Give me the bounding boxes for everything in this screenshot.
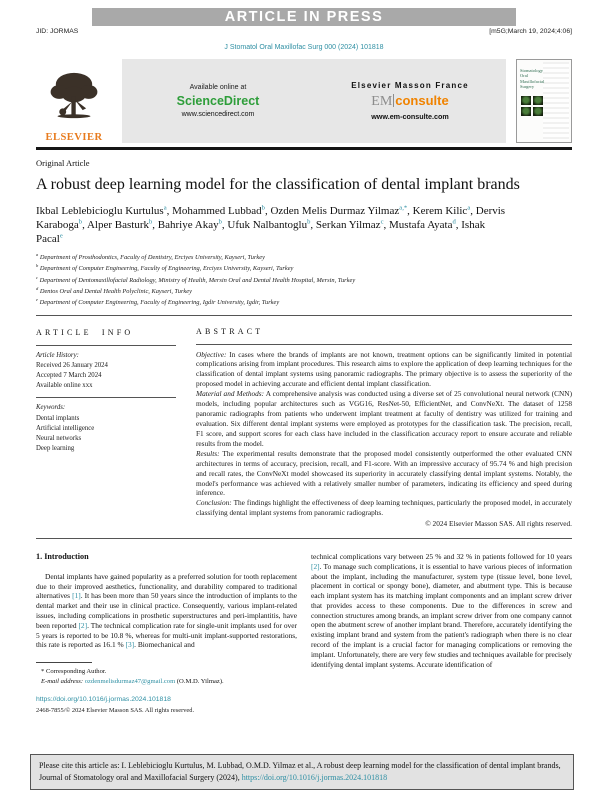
history-item: Available online xxx (36, 382, 93, 390)
author-sup: a (163, 203, 167, 211)
sciencedirect-url-link[interactable]: www.sciencedirect.com (181, 111, 255, 118)
citation-doi-link[interactable]: https://doi.org/10.1016/j.jormas.2024.101818 (241, 773, 388, 782)
affiliation-text: Dentos Oral and Dental Health Polyclinic, Kayseri, Turkey (38, 287, 192, 295)
article-history-list (36, 361, 176, 392)
abstract-paragraph-text: A comprehensive analysis was conducted using a diverse set of 25 convolutional neural network (CNN) models, including popular architectures such as VGG16, ResNet-50, EfficientNet, and ConvNeXt. The dataset of 1258 panoramic radiographs from patients who underwent implant treatment at faculty of dentistry was utilized for training and evaluation. Six different dental implant systems were employed as prototypes for the classification task. The precision, recall, F1 score, and support scores for each class have included in the classification accuracy report to ensure accurate and reliable results from the model. (196, 389, 572, 448)
sciencedirect-block (122, 84, 314, 118)
text-segment (311, 562, 320, 571)
abstract-copyright: © 2024 Elsevier Masson SAS. All rights reserved. (425, 519, 572, 529)
timestamp-label: [m5G;March 19, 2024;4:06] (489, 28, 572, 35)
text-segment-ref[interactable]: [2] (78, 620, 88, 630)
text-segment-t: Dental implants have gained popularity as a preferred solution for tooth replacement due to their improved aesthetics, functionality, and durability compared to traditional alternatives (36, 571, 297, 601)
abstract-paragraph-label: Results: (196, 448, 220, 458)
affiliation-text: Department of Dentomaxillofacial Radiology, Ministry of Health, Mersin Oral and Dental Health Hospital, Mersin, Turkey (37, 276, 356, 284)
email-link[interactable]: ozdenmelisdurmaz47@gmail.com (83, 677, 176, 685)
author-sep: , (310, 218, 316, 231)
footnote-marker: * (41, 668, 45, 676)
text-segment (134, 640, 195, 649)
abstract-paragraph (196, 498, 572, 518)
keywords-list (36, 414, 176, 455)
abstract-paragraph-label: Objective: (196, 349, 227, 359)
author-name: Mohammed Lubbad (172, 204, 262, 217)
author (227, 219, 316, 231)
affiliation-list (36, 252, 572, 307)
author-sep: , (407, 204, 413, 217)
author-sup: b (261, 203, 265, 211)
history-item: Accepted 7 March 2024 (36, 372, 102, 380)
affiliation-sup: a (36, 252, 39, 258)
text-segment (311, 552, 572, 561)
affiliation-sup: b (36, 263, 39, 269)
em-consulte-url-link[interactable]: www.em-consulte.com (371, 112, 449, 121)
author-sup: b (78, 218, 83, 226)
keywords-label: Keywords: (36, 404, 66, 412)
keyword: Neural networks (36, 434, 82, 442)
cover-image-grid (521, 96, 571, 116)
cover-journal-title: Stomatology Oral Maxillofacial Surgery (520, 68, 545, 90)
affiliation (36, 297, 572, 308)
author-name: Bahriye Akay (157, 218, 219, 231)
author-name: Ishak Pacal (36, 218, 486, 246)
journal-cover-thumbnail (516, 59, 572, 143)
author (36, 205, 172, 217)
author-sup: d (452, 218, 456, 226)
info-rule (36, 345, 176, 346)
author-name: Kerem Kilic (412, 204, 468, 217)
text-segment (78, 621, 87, 630)
abstract-bottom-divider (36, 538, 572, 539)
text-segment-t: . It has been more than 50 years since the introduction of implants to the dental market and their use in clinical practice. Consequently, various implant-related issues, including complications in prosthetic superstructures and peri-implantitis, have been reported (36, 591, 297, 630)
author-sup: a (467, 203, 471, 211)
cover-image (533, 96, 543, 105)
page-title: A robust deep learning model for the classification of dental implant brands (36, 176, 520, 193)
doi-link[interactable]: https://doi.org/10.1016/j.jormas.2024.101818 (36, 695, 171, 703)
author-sup: b (307, 218, 311, 226)
author-name: Ikbal Leblebicioglu Kurtulus (36, 204, 164, 217)
affiliation-sup: d (36, 285, 39, 291)
corresponding-author-note (36, 667, 297, 687)
elsevier-tree-icon (48, 70, 100, 131)
issn-copyright-line: 2468-7855/© 2024 Elsevier Masson SAS. All rights reserved. (36, 706, 195, 714)
abstract-paragraph-label: Conclusion: (196, 498, 232, 508)
abstract-column (196, 327, 572, 529)
available-online-label: Available online at (189, 84, 247, 91)
title-block-divider (36, 315, 572, 316)
author-sep: , (166, 204, 173, 217)
abstract-body (196, 350, 572, 519)
intro-left-column (36, 552, 297, 715)
journal-reference-link[interactable]: J Stomatol Oral Maxillofac Surg 000 (2024) 101818 (224, 44, 384, 51)
intro-right-column (311, 552, 572, 715)
abstract-paragraph (196, 350, 572, 390)
article-in-press-banner: ARTICLE IN PRESS (92, 8, 516, 26)
article-info-column (36, 327, 176, 529)
elsevier-logo (36, 59, 112, 143)
affiliation-text: Department of Computer Engineering, Faculty of Engineering, Erciyes University, Kayseri, Turkey (38, 265, 294, 273)
affiliation (36, 252, 572, 263)
author (158, 219, 228, 231)
intro-paragraph (36, 572, 297, 650)
em-consulte-block (314, 81, 506, 121)
text-segment-ref[interactable]: [3] (125, 640, 135, 650)
article-history-label: Article History: (36, 351, 79, 359)
author-sup: b (218, 218, 222, 226)
affiliation (36, 286, 572, 297)
author-sep: , (221, 218, 228, 231)
text-segment-ref[interactable]: [1] (72, 591, 81, 601)
cover-image (521, 96, 531, 105)
abstract-paragraph-text: The experimental results demonstrate that the proposed model consistently outperformed the other evaluated CNN architectures in terms of accuracy, precision, recall, and F1-score. With an impressive accuracy of 95.74 % and high precision and recall rates, the ConvNeXt model showcased its superiority in accurately classifying dental implant systems. Notably, the model's performance was achieved with a relatively smaller number of parameters, indicating its efficiency and speed during inference. (196, 448, 572, 498)
author (270, 205, 412, 217)
text-segment (311, 562, 572, 669)
introduction-section (36, 552, 572, 715)
jid-label: JID: JORMAS (36, 28, 79, 35)
abstract-paragraph-text: In cases where the brands of implants are not known, treatment options can be significantly limited in potential complications arising from implant procedures. This research aims to explore the application of deep learning techniques for the classification of dental implant systems using panoramic radiographs. The primary objective is to assess the superiority of the proposed model in achieving accurate and efficient dental implant classification. (196, 349, 572, 389)
author (413, 205, 476, 217)
email-label: E-mail address: (41, 677, 84, 685)
masthead-row (36, 28, 572, 35)
author-sep: , (470, 204, 476, 217)
author-name: Dervis Karaboga (36, 204, 506, 231)
info-rule (36, 397, 176, 398)
text-segment-t: . To manage such complications, it is essential to have various pieces of information about the implant, including the manufacturer, system type (tissue level, bone level, placement in cortical or spongy bone), diameter, and abutment type. This is because each implant system has its matching implant components and an implant screw driver that provides access to these components. Due to the differences in screw and connection structures among brands, an implant screw driver from one company cannot open the abutment screw of another implant brand. Therefore, accurately identifying the existing implant brand and system from the patient's radiograph when there is no clear record of the implant is a crucial factor for managing complications or removing the implant. Unfortunately, there are very few studies and techniques available for precisely identifying dental implant systems. Accurate identification of (311, 561, 572, 669)
author-name: Serkan Yilmaz (315, 218, 381, 231)
footnote-divider (36, 662, 92, 663)
author-name: Ufuk Nalbantoglu (227, 218, 308, 231)
info-abstract-section (36, 327, 572, 529)
author-sep: , (455, 218, 462, 231)
abstract-heading: ABSTRACT (196, 326, 264, 336)
keyword: Dental implants (36, 414, 80, 422)
author-sup: b (148, 218, 153, 226)
em-consulte-logo[interactable] (314, 92, 506, 110)
corresponding-author-text: Corresponding Author. (44, 668, 107, 676)
intro-paragraph (311, 552, 572, 669)
elsevier-wordmark: ELSEVIER (45, 132, 103, 143)
author-sep: , (82, 218, 87, 231)
author-sup: a,* (399, 203, 408, 211)
cover-image (521, 107, 531, 116)
email-suffix: (O.M.D. Yilmaz). (175, 677, 224, 685)
sciencedirect-logo[interactable]: ScienceDirect (176, 94, 260, 108)
text-segment-t: . The technical complication rate for single-unit implants used for over 5 years is reported to be 10.8 %, whereas for multi-unit implant-supported restorations, this rate is reported as 16.1 % (36, 620, 297, 650)
author-list (36, 204, 506, 247)
affiliation-text: Department of Prosthodontics, Faculty of Dentistry, Erciyes University, Kayseri, Turkey (38, 254, 265, 262)
affiliation-sup: c (36, 274, 38, 280)
availability-box (122, 59, 506, 143)
affiliation (36, 275, 572, 286)
affiliation-sup: e (36, 296, 38, 302)
abstract-paragraph (196, 449, 572, 499)
abstract-paragraph-label: Material and Methods: (196, 389, 265, 399)
citation-notice-box (30, 754, 574, 790)
text-segment-t: technical complications vary between 25 % and 32 % in patients followed for 10 years (311, 552, 572, 562)
text-segment (126, 640, 135, 649)
author-sep: , (152, 218, 158, 231)
author-sep: , (264, 204, 271, 217)
keyword: Artificial intelligence (36, 424, 95, 432)
text-segment-t: . Biomechanical and (134, 640, 195, 650)
abstract-paragraph-text: The findings highlight the effectiveness of deep learning techniques, particularly the proposed model, in accurately classifying dental implant systems from panoramic radiographs. (196, 498, 572, 518)
introduction-heading: 1. Introduction (36, 552, 89, 562)
cover-image (533, 107, 543, 116)
author-sep: , (383, 218, 390, 231)
em-logo-text: EM (371, 94, 393, 109)
article-type-label: Original Article (36, 158, 90, 168)
author-name: Mustafa Ayata (389, 218, 453, 231)
history-item: Received 26 January 2024 (36, 361, 108, 369)
text-segment (72, 591, 81, 600)
elsevier-masson-france-label: Elsevier Masson France (351, 81, 469, 90)
author-sup: c (380, 218, 384, 226)
header-divider (36, 147, 572, 150)
affiliation (36, 263, 572, 274)
keyword: Deep learning (36, 445, 75, 453)
affiliation-text: Department of Computer Engineering, Faculty of Engineering, Igdir University, Igdir, Turkey (37, 298, 280, 306)
author (172, 205, 270, 217)
article-info-heading: ARTICLE INFO (36, 327, 134, 337)
abstract-rule (196, 344, 572, 345)
abstract-paragraph (196, 389, 572, 449)
publisher-header (36, 59, 572, 143)
author (316, 219, 389, 231)
citation-text: Please cite this article as: I. Leblebicioglu Kurtulus, M. Lubbad, O.M.D. Yilmaz et al., A robust deep learning model for the classification of dental implant brands, Journal of Stomatology oral and Maxillofacial Surgery (2024), (39, 761, 561, 782)
author-name: Ozden Melis Durmaz Yilmaz (270, 204, 400, 217)
author (389, 219, 461, 231)
text-segment-ref[interactable]: [2] (311, 561, 320, 571)
author-sup: e (59, 232, 63, 240)
author (87, 219, 158, 231)
consulte-logo-text: consulte (395, 93, 449, 108)
author-name: Alper Basturk (86, 218, 149, 231)
